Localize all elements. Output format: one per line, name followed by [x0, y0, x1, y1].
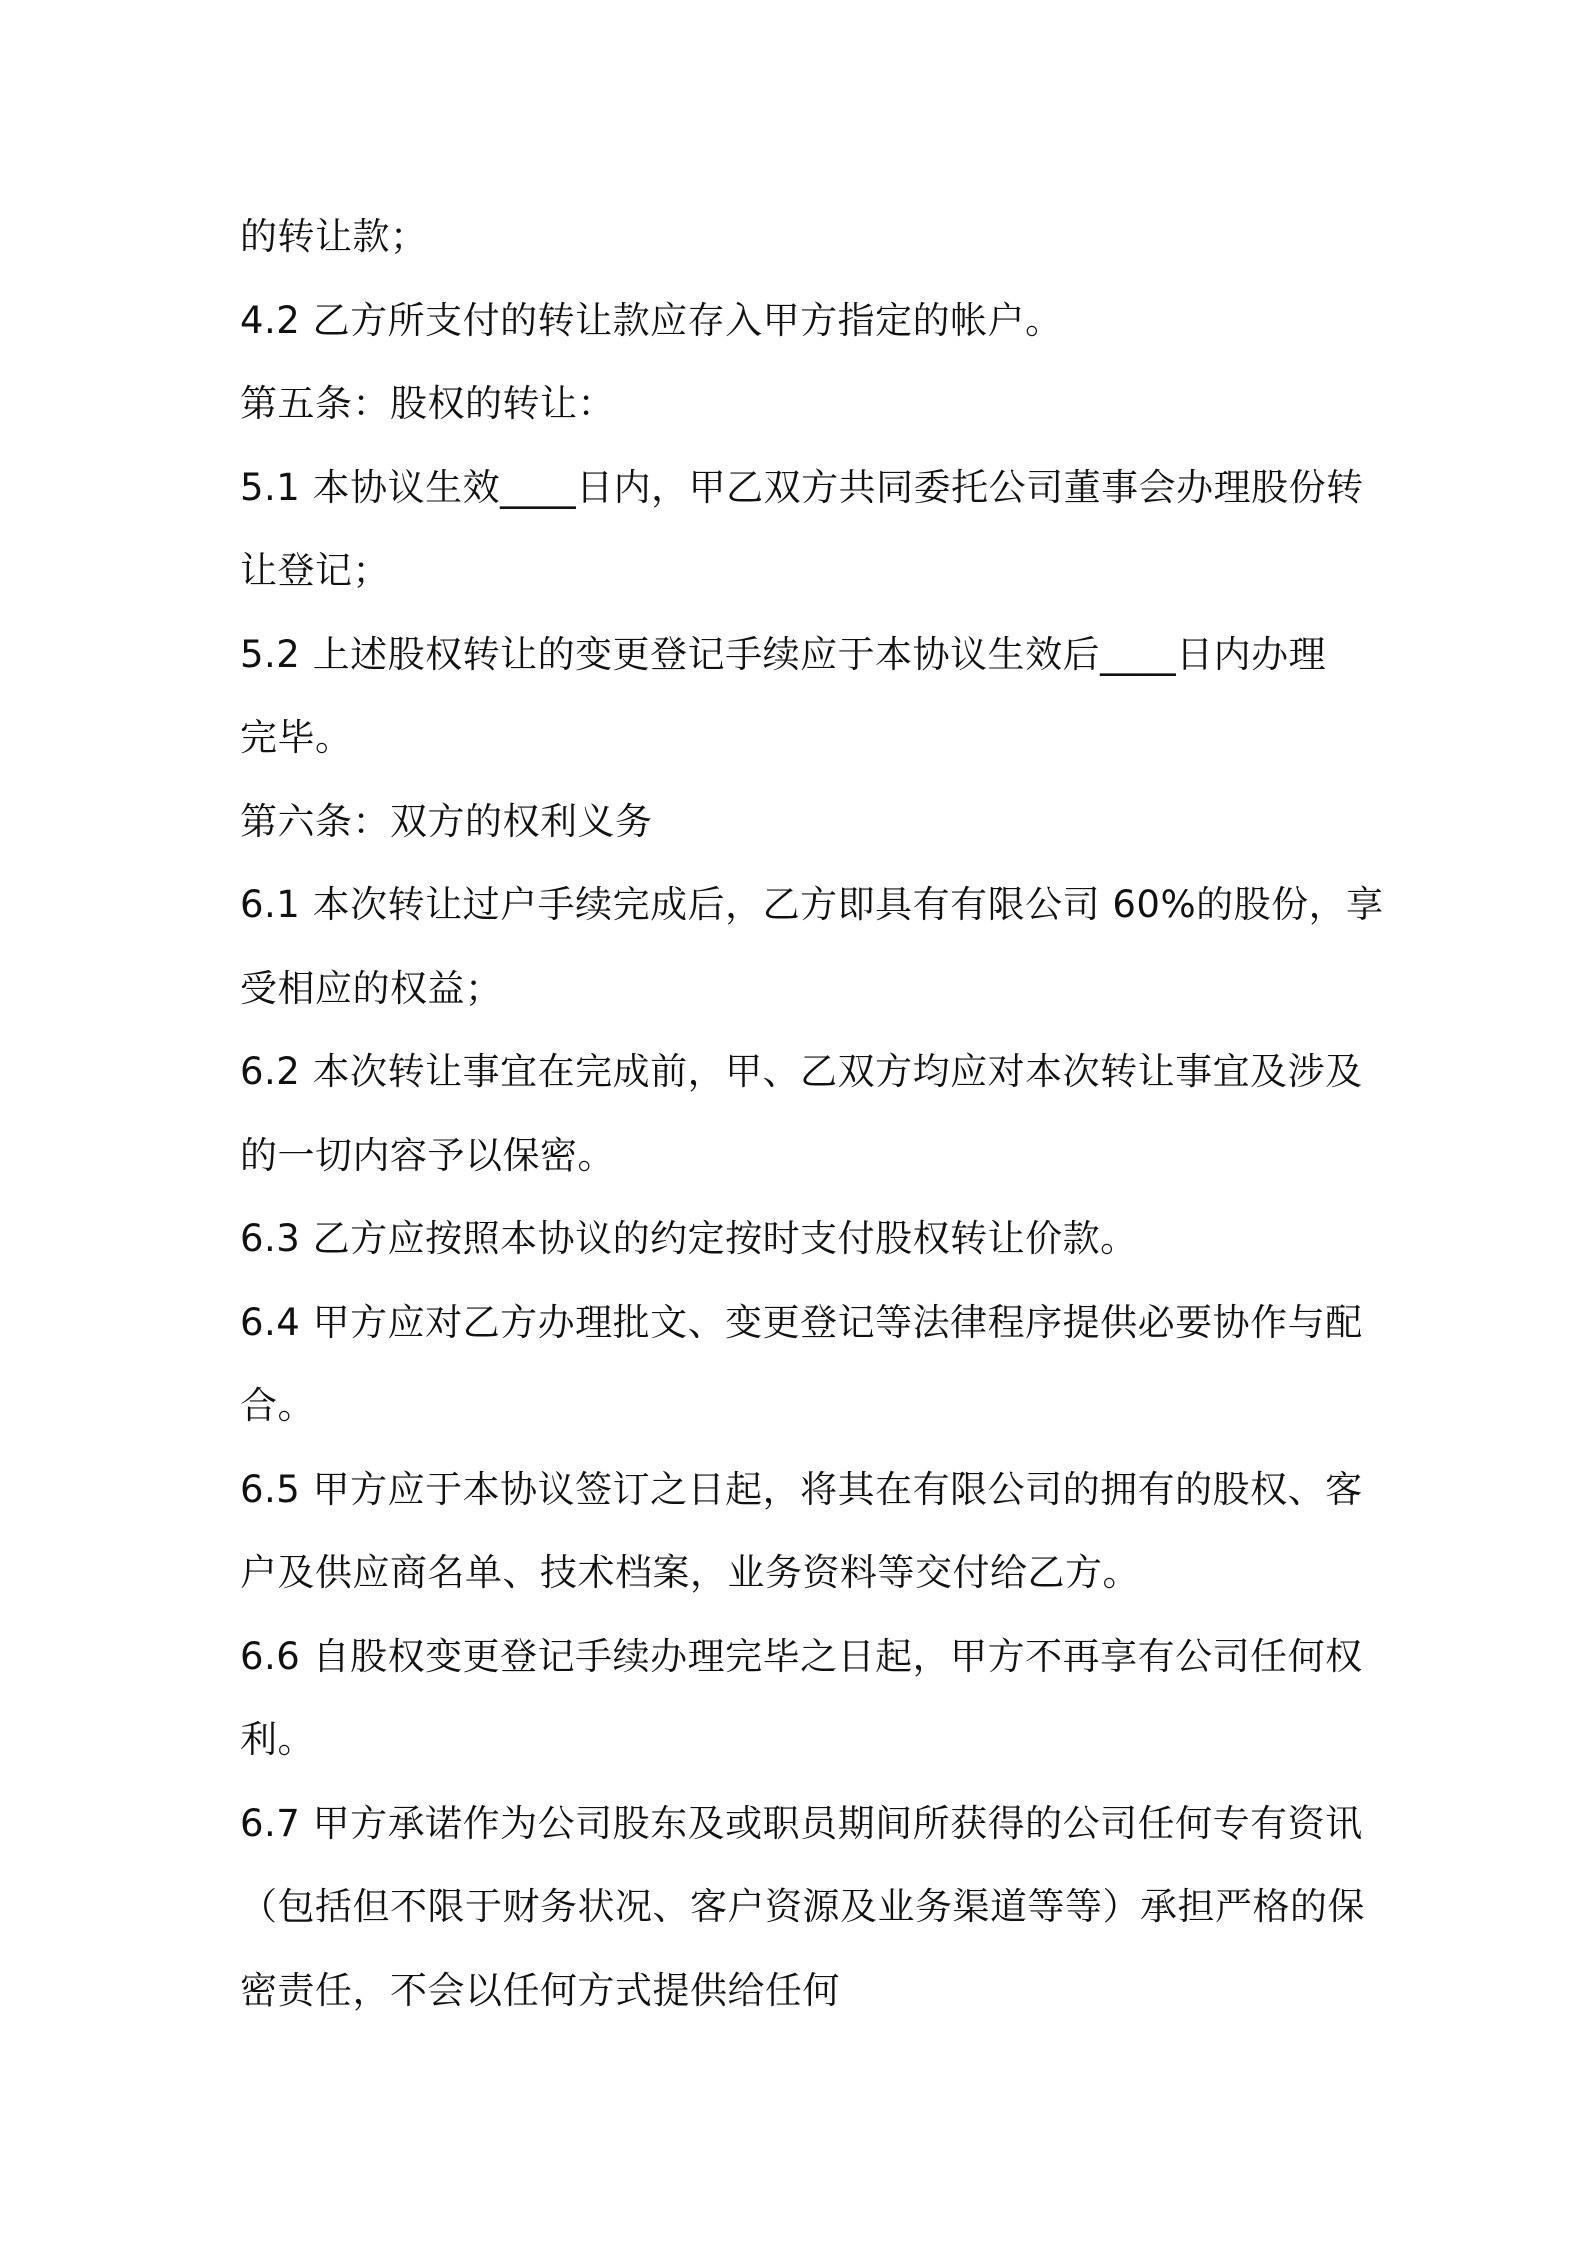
- text-line-16: 6.5 甲方应于本协议签订之日起，将其在有限公司的拥有的股权、客: [240, 1467, 1363, 1511]
- text-line-22: 密责任，不会以任何方式提供给任何: [240, 1968, 840, 2012]
- text-line-4: 5.1 本协议生效____日内，甲乙双方共同委托公司董事会办理股份转: [240, 465, 1364, 509]
- text-line-19: 利。: [240, 1718, 315, 1761]
- section-heading-6: 第六条：双方的权利义务: [240, 799, 653, 843]
- text-line-9: 6.1 本次转让过户手续完成后，乙方即具有有限公司 60%的股份，享: [240, 883, 1384, 926]
- text-line-7: 完毕。: [240, 716, 353, 759]
- text-line-15: 合。: [240, 1384, 315, 1427]
- text-line-18: 6.6 自股权变更登记手续办理完毕之日起，甲方不再享有公司任何权: [240, 1634, 1363, 1678]
- section-heading-5: 第五条：股权的转让：: [240, 382, 615, 425]
- text-line-6: 5.2 上述股权转让的变更登记手续应于本协议生效后____日内办理: [240, 632, 1327, 676]
- text-line-13: 6.3 乙方应按照本协议的约定按时支付股权转让价款。: [240, 1217, 1138, 1260]
- text-line-17: 户及供应商名单、技术档案，业务资料等交付给乙方。: [240, 1551, 1140, 1594]
- text-line-5: 让登记；: [240, 549, 390, 592]
- text-line-20: 6.7 甲方承诺作为公司股东及或职员期间所获得的公司任何专有资讯: [240, 1801, 1363, 1845]
- text-line-2: 4.2 乙方所支付的转让款应存入甲方指定的帐户。: [240, 298, 1063, 342]
- text-line-10: 受相应的权益；: [240, 966, 503, 1010]
- text-line-11: 6.2 本次转让事宜在完成前，甲、乙双方均应对本次转让事宜及涉及: [240, 1050, 1363, 1093]
- text-line-14: 6.4 甲方应对乙方办理批文、变更登记等法律程序提供必要协作与配: [240, 1300, 1363, 1344]
- text-line-21: （包括但不限于财务状况、客户资源及业务渠道等等）承担严格的保: [240, 1885, 1365, 1928]
- text-line-12: 的一切内容予以保密。: [240, 1133, 615, 1177]
- document-body: [240, 195, 1384, 2032]
- text-line-1: 的转让款；: [240, 215, 428, 258]
